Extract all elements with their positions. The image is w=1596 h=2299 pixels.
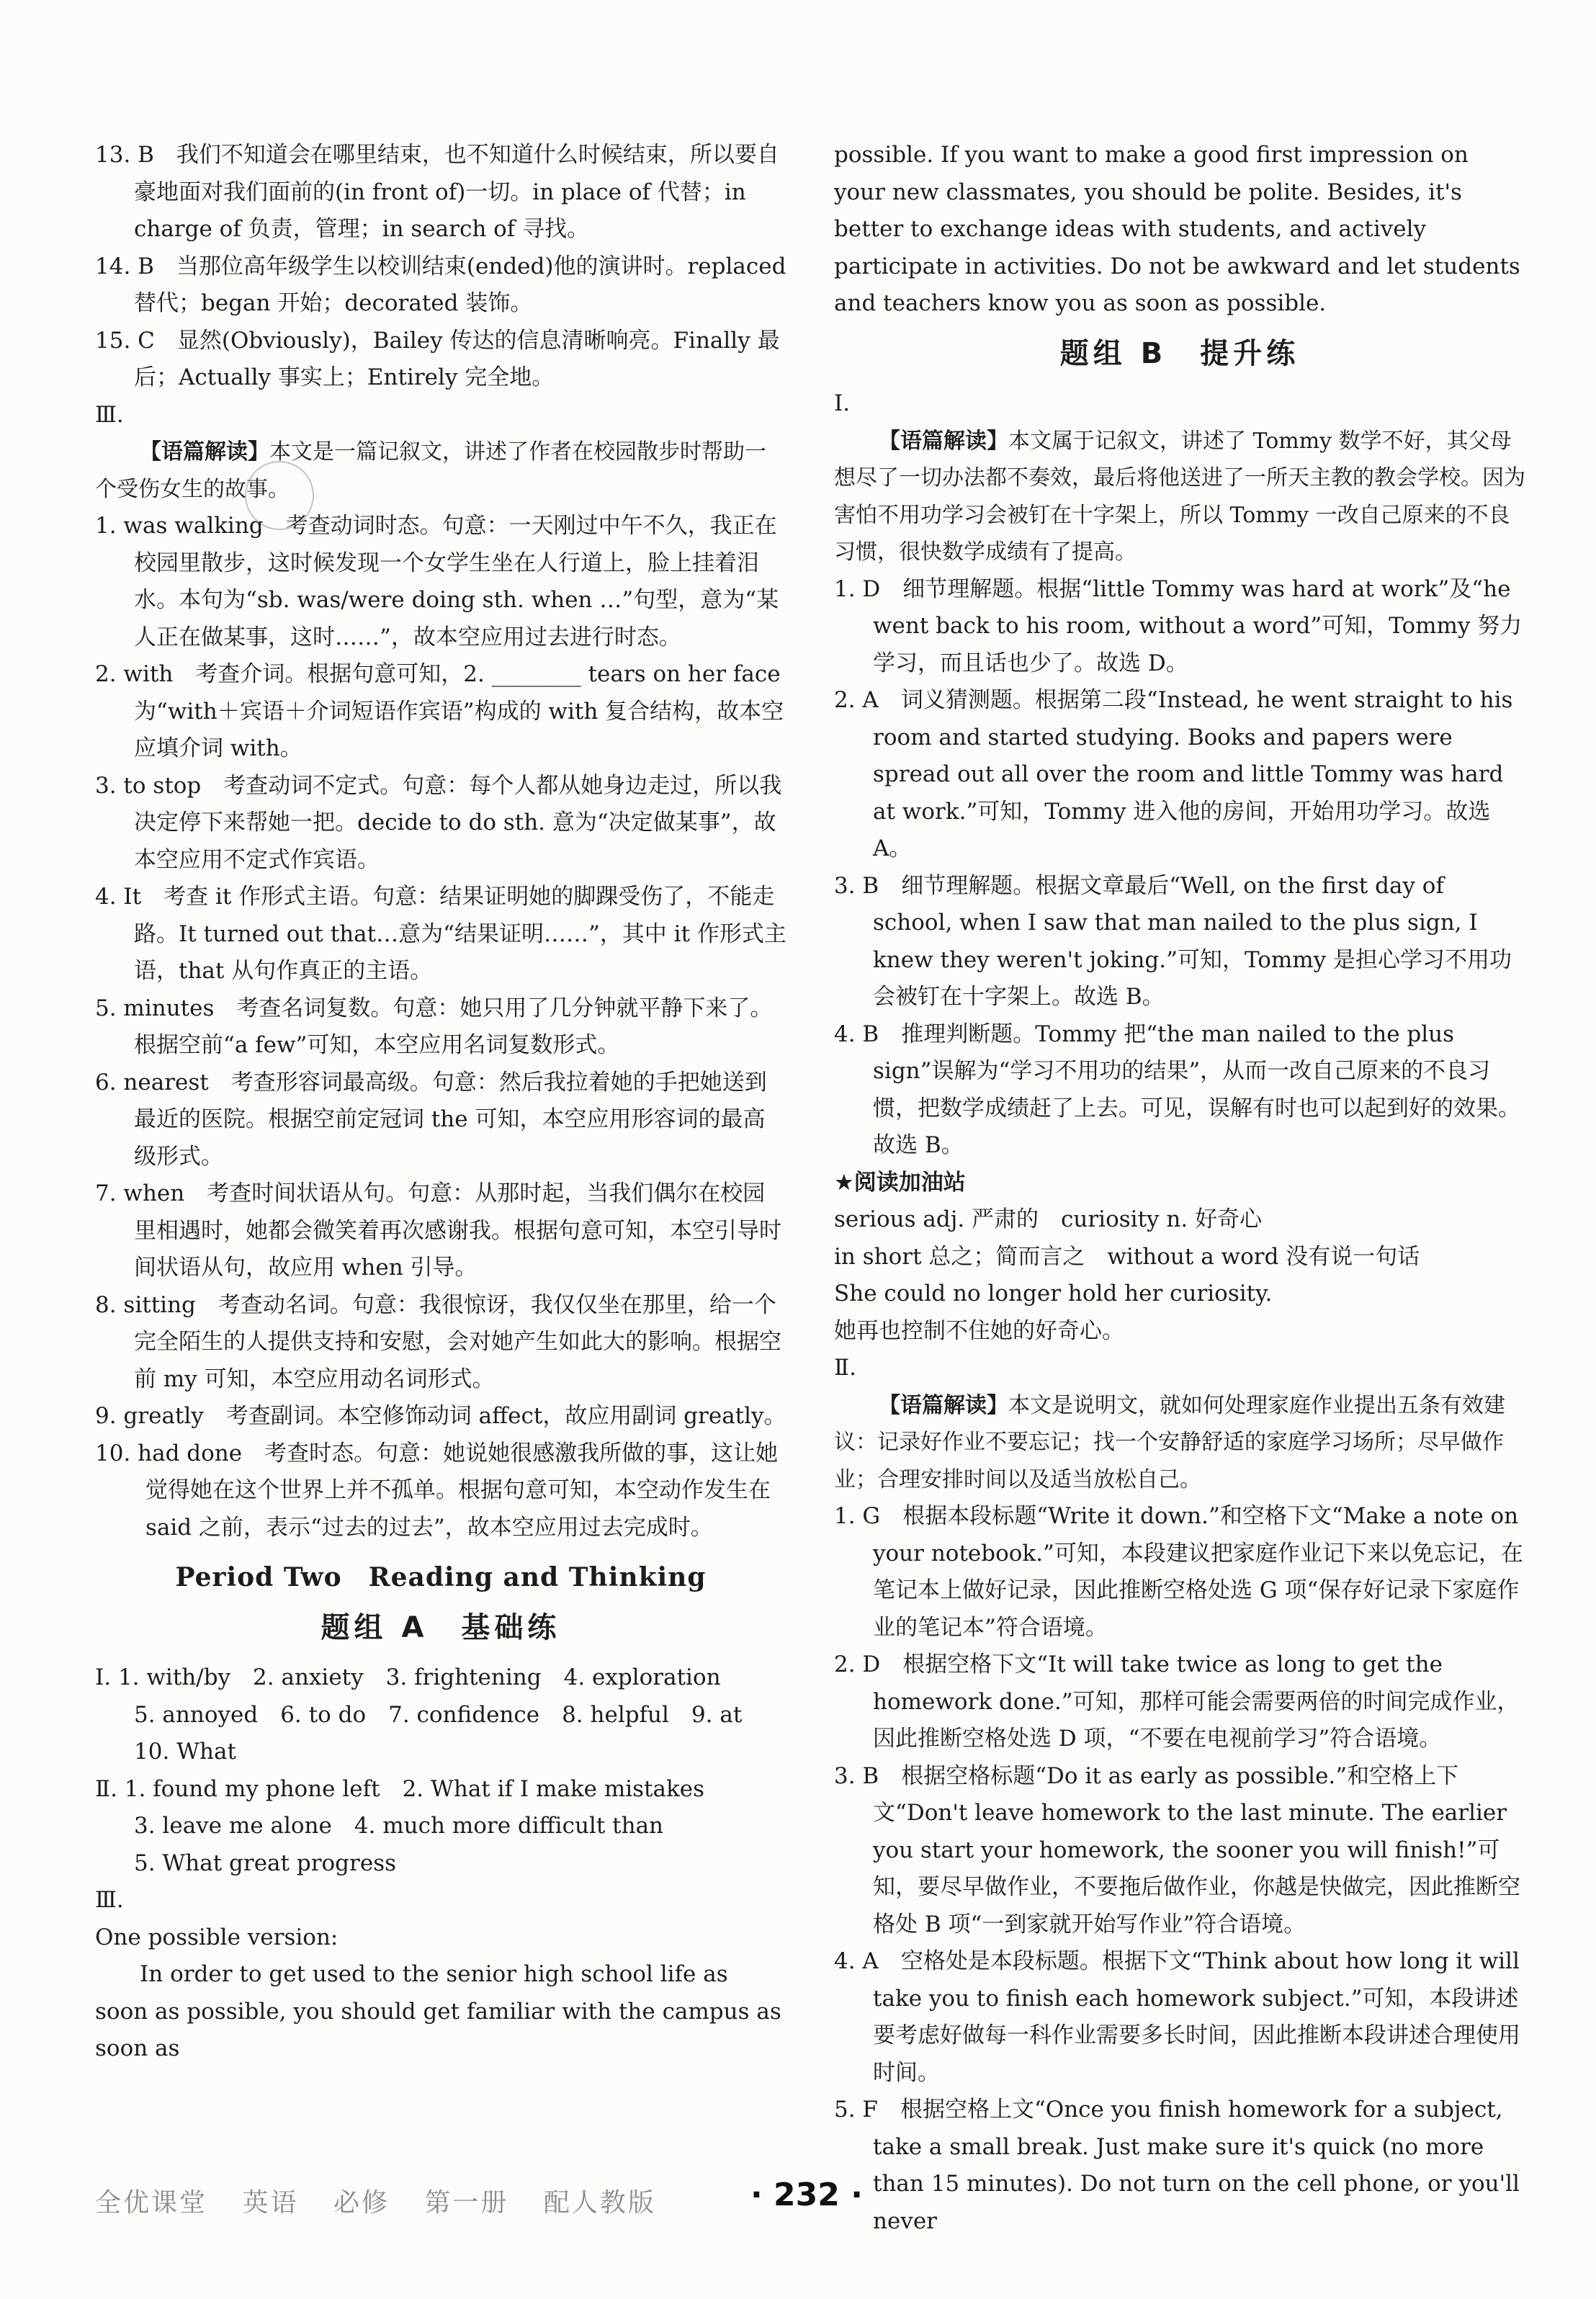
footer-subject: 英语: [242, 2188, 299, 2218]
b1-answer-2: 2. A 词义猜测题。根据第二段“Instead, he went straight to his room and started studying. Books and papers were spread out all over the room and little Tommy was hard at work.”可知，Tommy 进入他的房间，开始用功学习。故选 A。: [834, 687, 1513, 861]
b2-answer-3: 3. B 根据空格标题“Do it as early as possible.”和空格上下文“Don't leave homework to the last minute. The earlier you start your homework, the sooner you will finish!”可知，要尽早做作业，不要拖后做作业，你越是快做完，因此推断空格处 B 项“一到家就开始写作业”符合语境。: [834, 1762, 1520, 1937]
b1-discourse-tag: 【语篇解读】: [879, 428, 1008, 454]
page-number: · 232 ·: [750, 2177, 863, 2213]
footer-series: 全优课堂: [95, 2188, 208, 2218]
blank-answer-9: 9. greatly 考查副词。本空修饰动词 affect，故应用副词 greatly。: [95, 1403, 786, 1429]
b2-discourse-text: 本文是说明文，就如何处理家庭作业提出五条有效建议：记录好作业不要忘记；找一个安静舒适的家庭学习场所；尽早做作业；合理安排时间以及适当放松自己。: [834, 1392, 1505, 1492]
b1-discourse-text: 本文属于记叙文，讲述了 Tommy 数学不好，其父母想尽了一切办法都不奏效，最后将他送进了一所天主教的教会学校。因为害怕不用功学习会被钉在十字架上，所以 Tommy 一改自己原来的不良习惯，很快数学成绩有了提高。: [834, 428, 1525, 565]
b2-answer-4: 4. A 空格处是本段标题。根据下文“Think about how long it will take you to finish each homework subject.”可知，本段讲述要考虑好做每一科作业需要多长时间，因此推断本段讲述合理使用时间。: [834, 1948, 1520, 2086]
answer-14: 14. B 当那位高年级学生以校训结束(ended)他的演讲时。replaced 替代；began 开始；decorated 装饰。: [95, 253, 786, 316]
essay-start: In order to get used to the senior high school life as soon as possible, you should get familiar with the campus as soon as: [95, 1961, 781, 2061]
b2-label: Ⅱ.: [834, 1355, 856, 1381]
blank-answer-3: 3. to stop 考查动词不定式。句意：每个人都从她身边走过，所以我决定停下来帮她一把。decide to do sth. 意为“决定做某事”，故本空应用不定式作宾语。: [95, 772, 782, 873]
essay-continued: possible. If you want to make a good first impression on your new classmates, you should be polite. Besides, it's better to exchange ideas with students, and actively participate in activities. Do not be awkward and let students and teachers know you as soon as possible.: [834, 142, 1520, 316]
tip-line-4: 她再也控制不住她的好奇心。: [834, 1317, 1124, 1344]
section-iii-label: Ⅲ.: [95, 401, 124, 428]
a1-line-3: 10. What: [134, 1739, 236, 1765]
a3-label: Ⅲ.: [95, 1887, 124, 1913]
b1-answer-4: 4. B 推理判断题。Tommy 把“the man nailed to the plus sign”误解为“学习不用功的结果”，从而一改自己原来的不良习惯，把数学成绩赶了上去。可见，误解有时也可以起到好的效果。故选 B。: [834, 1021, 1520, 1158]
blank-answer-6: 6. nearest 考查形容词最高级。句意：然后我拉着她的手把她送到最近的医院。根据空前定冠词 the 可知，本空应用形容词的最高级形式。: [95, 1069, 767, 1170]
blank-answer-1: 1. was walking 考查动词时态。句意：一天刚过中午不久，我正在校园里散步，这时候发现一个女学生坐在人行道上，脸上挂着泪水。本句为“sb. was/were doing sth. when …”句型，意为“某人正在做某事，这时……”，故本空应用过去进行时态。: [95, 513, 779, 650]
b1-answer-1: 1. D 细节理解题。根据“little Tommy was hard at work”及“he went back to his room, without a word”可知，Tommy 努力学习，而且话也少了。故选 D。: [834, 575, 1523, 676]
reading-station-title: ★阅读加油站: [834, 1169, 966, 1196]
tip-line-1: serious adj. 严肃的 curiosity n. 好奇心: [834, 1206, 1263, 1232]
a1-line-1: Ⅰ. 1. with/by 2. anxiety 3. frightening 4. exploration: [95, 1664, 721, 1690]
footer-edition: 配人教版: [543, 2188, 656, 2218]
right-column: [834, 137, 1525, 2240]
discourse-analysis: [95, 434, 786, 508]
blank-answer-2: 2. with 考查介词。根据句意可知，2. ________ tears on her face 为“with＋宾语＋介词短语作宾语”构成的 with 复合结构，故本空应填介词 with。: [95, 661, 784, 761]
blank-answer-7: 7. when 考查时间状语从句。句意：从那时起，当我们偶尔在校园里相遇时，她都会微笑着再次感谢我。根据句意可知，本空引导时间状语从句，故应用 when 引导。: [95, 1180, 781, 1281]
b1-label: Ⅰ.: [834, 390, 851, 416]
left-column: [95, 137, 786, 2068]
b2-discourse-tag: 【语篇解读】: [879, 1392, 1008, 1418]
footer-book-info: [95, 2182, 681, 2219]
blank-answer-10: 10. had done 考查时态。句意：她说她很感激我所做的事，这让她觉得她在这个世界上并不孤单。根据句意可知，本空动作发生在 said 之前，表示“过去的过去”，故本空应用过去完成时。: [95, 1440, 779, 1541]
period-title: Period Two Reading and Thinking: [175, 1562, 707, 1592]
group-a-heading: 题组 A 基础练: [320, 1610, 561, 1644]
b2-answer-2: 2. D 根据空格下文“It will take twice as long to get the homework done.”可知，那样可能会需要两倍的时间完成作业，因此推断空格处选 D 项，“不要在电视前学习”符合语境。: [834, 1652, 1520, 1752]
answer-15: 15. C 显然(Obviously)，Bailey 传达的信息清晰响亮。Finally 最后；Actually 事实上；Entirely 完全地。: [95, 327, 780, 390]
blank-answer-5: 5. minutes 考查名词复数。句意：她只用了几分钟就平静下来了。根据空前“a few”可知，本空应用名词复数形式。: [95, 995, 773, 1058]
version-label: One possible version:: [95, 1924, 339, 1950]
tip-line-3: She could no longer hold her curiosity.: [834, 1281, 1273, 1307]
blank-answer-8: 8. sitting 考查动名词。句意：我很惊讶，我仅仅坐在那里，给一个完全陌生的人提供支持和安慰，会对她产生如此大的影响。根据空前 my 可知，本空应用动名词形式。: [95, 1291, 781, 1392]
a2-line-2: 3. leave me alone 4. much more difficult than: [134, 1813, 664, 1839]
discourse-tag: 【语篇解读】: [140, 439, 269, 465]
a1-line-2: 5. annoyed 6. to do 7. confidence 8. helpful 9. at: [134, 1701, 743, 1728]
footer-volume: 必修: [333, 2188, 390, 2218]
b2-answer-5: 5. F 根据空格上文“Once you finish homework for a subject, take a small break. Just make sure it's quick (no more than 15 minutes). Do not turn on the cell phone, or you'll never: [834, 2097, 1520, 2234]
b2-answer-1: 1. G 根据本段标题“Write it down.”和空格下文“Make a note on your notebook.”可知，本段建议把家庭作业记下来以免忘记，在笔记本上做好记录，因此推断空格处选 G 项“保存好记录下家庭作业的笔记本”符合语境。: [834, 1503, 1523, 1641]
group-b-heading: 题组 B 提升练: [1059, 336, 1300, 370]
blank-answer-4: 4. It 考查 it 作形式主语。句意：结果证明她的脚踝受伤了，不能走路。It turned out that…意为“结果证明……”，其中 it 作形式主语，that 从句作真正的主语。: [95, 884, 786, 984]
b1-answer-3: 3. B 细节理解题。根据文章最后“Well, on the first day of school, when I saw that man nailed to the plus sign, I knew they weren't joking.”可知，Tommy 是担心学习不用功会被钉在十字架上。故选 B。: [834, 872, 1512, 1010]
footer-book: 第一册: [424, 2188, 509, 2218]
a2-line-1: Ⅱ. 1. found my phone left 2. What if I make mistakes: [95, 1775, 705, 1802]
b2-discourse: [834, 1387, 1525, 1499]
a2-line-3: 5. What great progress: [134, 1850, 397, 1876]
answer-13: 13. B 我们不知道会在哪里结束，也不知道什么时候结束，所以要自豪地面对我们面前的(in front of)一切。in place of 代替；in charge of 负责，管理；in search of 寻找。: [95, 142, 779, 242]
b1-discourse: [834, 423, 1525, 571]
tip-line-2: in short 总之；简而言之 without a word 没有说一句话: [834, 1243, 1420, 1270]
discourse-text: 本文是一篇记叙文，讲述了作者在校园散步时帮助一个受伤女生的故事。: [95, 439, 766, 502]
